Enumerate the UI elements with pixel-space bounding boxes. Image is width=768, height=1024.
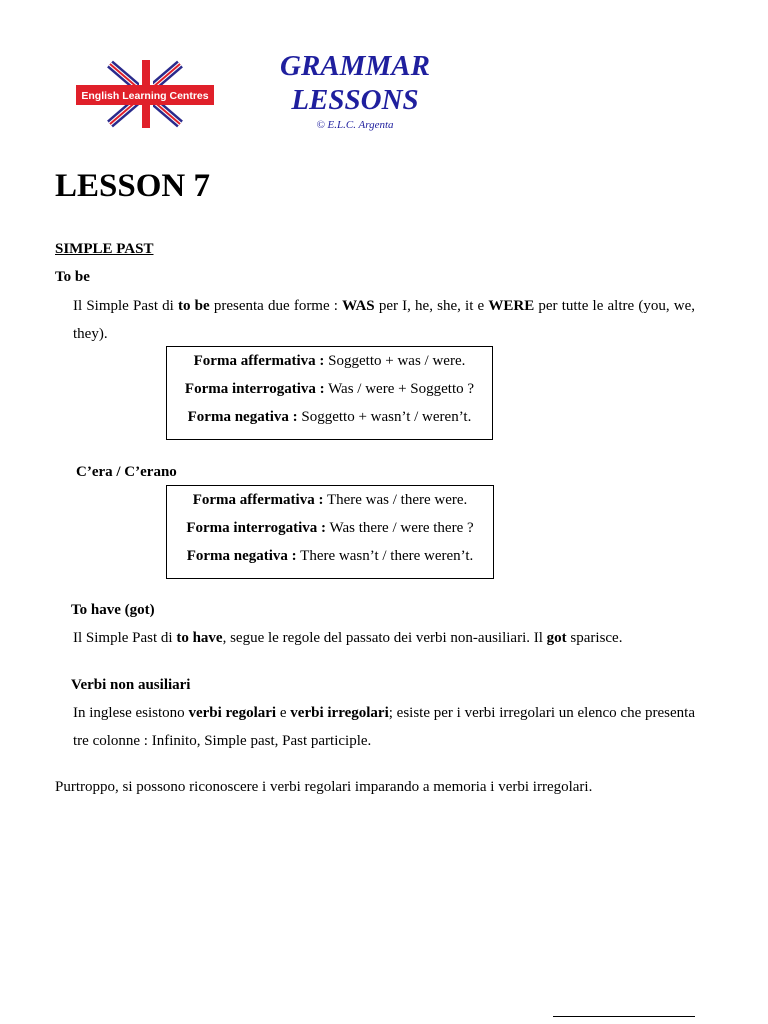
- to-be-forms-box: [166, 346, 493, 440]
- footer-rule: [553, 1016, 695, 1017]
- form-negative: Forma negativa : There wasn’t / there weren’t.: [186, 548, 474, 564]
- to-be-paragraph: Il Simple Past di to be presenta due forme : WAS per I, he, she, it e WERE per tutte le altre (you, we, they).: [73, 298, 695, 342]
- logo-text: English Learning Centres: [81, 90, 209, 102]
- header-title-grammar: GRAMMAR: [280, 50, 430, 82]
- copyright: © E.L.C. Argenta: [316, 119, 394, 131]
- form-affirmative: Forma affermativa : Soggetto + was / were.: [193, 353, 466, 369]
- form-interrogative: Forma interrogativa : Was there / were there ?: [186, 520, 474, 536]
- section-title: SIMPLE PAST: [55, 241, 154, 257]
- to-have-paragraph: Il Simple Past di to have, segue le regole del passato dei verbi non-ausiliari. Il got sparisce.: [73, 630, 623, 646]
- closing-paragraph: Purtroppo, si possono riconoscere i verbi regolari imparando a memoria i verbi irregolari.: [55, 779, 593, 795]
- form-interrogative: Forma interrogativa : Was / were + Soggetto ?: [184, 381, 475, 397]
- subheading-verbi: Verbi non ausiliari: [71, 677, 191, 693]
- form-negative: Forma negativa : Soggetto + wasn’t / weren’t.: [187, 409, 472, 425]
- header-title-lessons: LESSONS: [291, 84, 419, 116]
- form-affirmative: Forma affermativa : There was / there were.: [192, 492, 468, 508]
- cera-forms-box: [166, 485, 494, 579]
- verbi-paragraph: In inglese esistono verbi regolari e verbi irregolari; esiste per i verbi irregolari un elenco che presenta tre colonne : Infinito, Simple past, Past participle.: [73, 705, 695, 749]
- subheading-cera: C’era / C’erano: [76, 464, 177, 480]
- lesson-title: LESSON 7: [55, 168, 210, 204]
- elc-logo: [76, 58, 214, 130]
- subheading-to-have: To have (got): [71, 602, 155, 618]
- subheading-to-be: To be: [55, 269, 90, 285]
